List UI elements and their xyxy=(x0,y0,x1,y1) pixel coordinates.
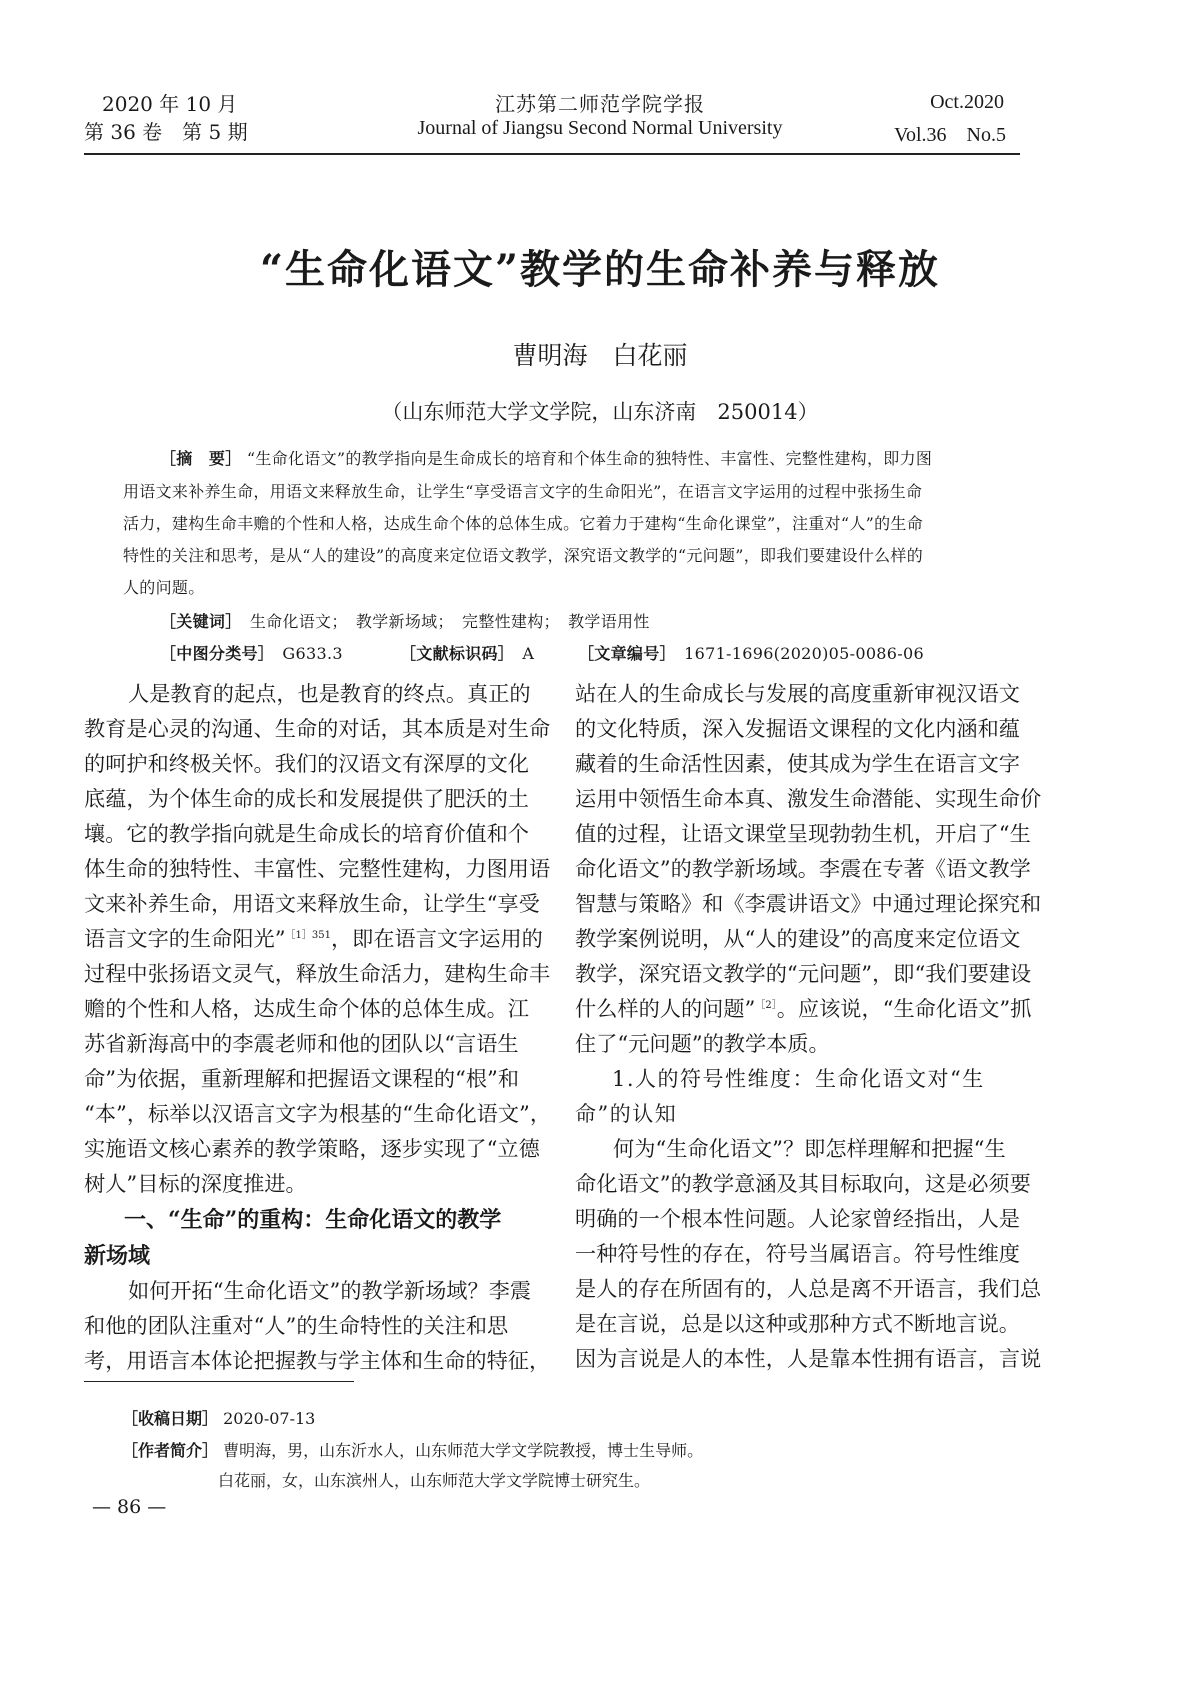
subsection-heading: 1.人的符号性维度：生命化语文对“生 xyxy=(612,1067,985,1091)
footnote-rule xyxy=(84,1381,354,1382)
body-line: 值的过程，让语文课堂呈现勃勃生机，开启了“生 xyxy=(575,821,1031,846)
header-volume-cn: 第 36 卷 第 5 期 xyxy=(84,120,248,144)
body-line: 的呵护和终极关怀。我们的汉语文有深厚的文化 xyxy=(84,751,529,776)
abstract-line xyxy=(160,446,932,469)
body-line: 因为言说是人的本性，人是靠本性拥有语言，言说 xyxy=(575,1346,1042,1371)
body-text: 语言文字的生命阳光” xyxy=(84,926,286,951)
clc-label: ［中图分类号］ xyxy=(160,644,267,663)
keywords-label: ［关键词］ xyxy=(160,612,234,631)
body-line: 苏省新海高中的李震老师和他的团队以“言语生 xyxy=(84,1031,519,1056)
abstract-line: 活力，建构生命丰赡的个性和人格，达成生命个体的总体生成。它着力于建构“生命化课堂”，注重对“人”的生命 xyxy=(123,514,924,533)
document-code xyxy=(400,641,534,664)
section-heading: 一、“生命”的重构：生命化语文的教学 xyxy=(124,1207,502,1233)
abstract-text: “生命化语文”的教学指向是生命成长的培育和个体生命的独特性、丰富性、完整性建构，即力图 xyxy=(246,449,933,468)
body-line: 壤。它的教学指向就是生命成长的培育价值和个 xyxy=(84,821,529,846)
authors: 曹明海 白花丽 xyxy=(512,341,688,370)
body-line-with-citation xyxy=(575,993,1031,1023)
body-line: 的文化特质，深入发掘语文课程的文化内涵和蕴 xyxy=(575,716,1020,741)
author-bio-text: 曹明海，男，山东沂水人，山东师范大学文学院教授，博士生导师。 xyxy=(223,1441,704,1460)
author-bio-label: ［作者简介］ xyxy=(122,1441,219,1460)
body-line: 智慧与策略》和《李震讲语文》中通过理论探究和 xyxy=(575,891,1042,916)
body-line: 是在言说，总是以这种或那种方式不断地言说。 xyxy=(575,1311,1020,1336)
body-text: 。应该说，“生命化语文”抓 xyxy=(776,996,1032,1021)
body-line: 是人的存在所固有的，人总是离不开语言，我们总 xyxy=(575,1276,1042,1301)
body-line: 考，用语言本体论把握教与学主体和生命的特征， xyxy=(84,1348,551,1373)
received-date-value: 2020-07-13 xyxy=(223,1409,316,1428)
header-journal-en: Journal of Jiangsu Second Normal University xyxy=(417,117,783,139)
document-code-label: ［文献标识码］ xyxy=(400,644,507,663)
section-heading: 新场域 xyxy=(84,1243,151,1269)
clc-value: G633.3 xyxy=(282,644,343,663)
received-date-label: ［收稿日期］ xyxy=(122,1409,219,1428)
body-line: 命”为依据，重新理解和把握语文课程的“根”和 xyxy=(84,1066,520,1091)
body-line: 教学，深究语文教学的“元问题”，即“我们要建设 xyxy=(575,961,1032,986)
header-volume-en: Vol.36 No.5 xyxy=(894,124,1006,146)
article-number xyxy=(578,641,924,664)
body-line: 命化语文”的教学新场域。李震在专著《语文教学 xyxy=(575,856,1031,881)
document-code-value: A xyxy=(522,644,535,663)
body-line: 站在人的生命成长与发展的高度重新审视汉语文 xyxy=(575,681,1020,706)
body-line: 文来补养生命，用语文来释放生命，让学生“享受 xyxy=(84,891,540,916)
body-line: 树人”目标的深度推进。 xyxy=(84,1171,307,1196)
received-date xyxy=(122,1406,315,1429)
citation-marker: ［2］ xyxy=(755,999,777,1011)
article-number-label: ［文章编号］ xyxy=(578,644,668,663)
body-line: 一种符号性的存在，符号当属语言。符号性维度 xyxy=(575,1241,1020,1266)
body-line: 命化语文”的教学意涵及其目标取向，这是必须要 xyxy=(575,1171,1031,1196)
body-line: 实施语文核心素养的教学策略，逐步实现了“立德 xyxy=(84,1136,540,1161)
clc-number xyxy=(160,641,343,664)
header-date-cn: 2020 年 10 月 xyxy=(102,92,238,116)
author-bio xyxy=(122,1438,703,1461)
header-journal-cn: 江苏第二师范学院学报 xyxy=(495,92,705,116)
page-number: — 86 — xyxy=(92,1496,167,1518)
article-number-value: 1671-1696(2020)05-0086-06 xyxy=(684,644,924,663)
body-text: 什么样的人的问题” xyxy=(575,996,756,1021)
body-line: 教学案例说明，从“人的建设”的高度来定位语文 xyxy=(575,926,1021,951)
abstract-line: 用语文来补养生命，用语文来释放生命，让学生“享受语言文字的生命阳光”，在语言文字运用的过程中张扬生命 xyxy=(123,482,923,501)
keywords xyxy=(160,609,650,632)
body-line: 和他的团队注重对“人”的生命特性的关注和思 xyxy=(84,1313,509,1338)
subsection-heading: 命”的认知 xyxy=(575,1102,678,1126)
body-line: 如何开拓“生命化语文”的教学新场域？李震 xyxy=(128,1278,532,1303)
body-line-with-citation xyxy=(84,923,543,953)
header-date-en: Oct.2020 xyxy=(930,91,1004,113)
body-line: 何为“生命化语文”？即怎样理解和把握“生 xyxy=(613,1136,1006,1161)
body-text: ，即在语言文字运用的 xyxy=(330,926,543,951)
body-line: 明确的一个根本性问题。人论家曾经指出，人是 xyxy=(575,1206,1020,1231)
author-bio-second: 白花丽，女，山东滨州人，山东师范大学文学院博士研究生。 xyxy=(218,1471,651,1490)
abstract-label: ［摘 要］ xyxy=(160,449,242,468)
keywords-text: 生命化语文； 教学新场域； 完整性建构； 教学语用性 xyxy=(249,612,650,631)
body-line: 运用中领悟生命本真、激发生命潜能、实现生命价 xyxy=(575,786,1042,811)
body-line: 过程中张扬语文灵气，释放生命活力，建构生命丰 xyxy=(84,961,551,986)
abstract-line: 人的问题。 xyxy=(123,578,205,597)
body-line: “本”，标举以汉语言文字为根基的“生命化语文”， xyxy=(84,1101,552,1126)
body-line: 赡的个性和人格，达成生命个体的总体生成。江 xyxy=(84,996,529,1021)
body-line: 藏着的生命活性因素，使其成为学生在语言文字 xyxy=(575,751,1020,776)
body-line: 体生命的独特性、丰富性、完整性建构，力图用语 xyxy=(84,856,551,881)
citation-marker: ［1］351 xyxy=(285,929,331,941)
abstract-line: 特性的关注和思考，是从“人的建设”的高度来定位语文教学，深究语文教学的“元问题”，即我们要建设什么样的 xyxy=(123,546,924,565)
article-title: “生命化语文”教学的生命补养与释放 xyxy=(259,246,940,293)
body-line: 底蕴，为个体生命的成长和发展提供了肥沃的土 xyxy=(84,786,529,811)
body-line: 教育是心灵的沟通、生命的对话，其本质是对生命 xyxy=(84,716,551,741)
header-rule xyxy=(84,153,1020,155)
body-line: 住了“元问题”的教学本质。 xyxy=(575,1031,830,1056)
affiliation: （山东师范大学文学院，山东济南 250014） xyxy=(381,400,819,424)
body-line: 人是教育的起点，也是教育的终点。真正的 xyxy=(128,681,531,706)
